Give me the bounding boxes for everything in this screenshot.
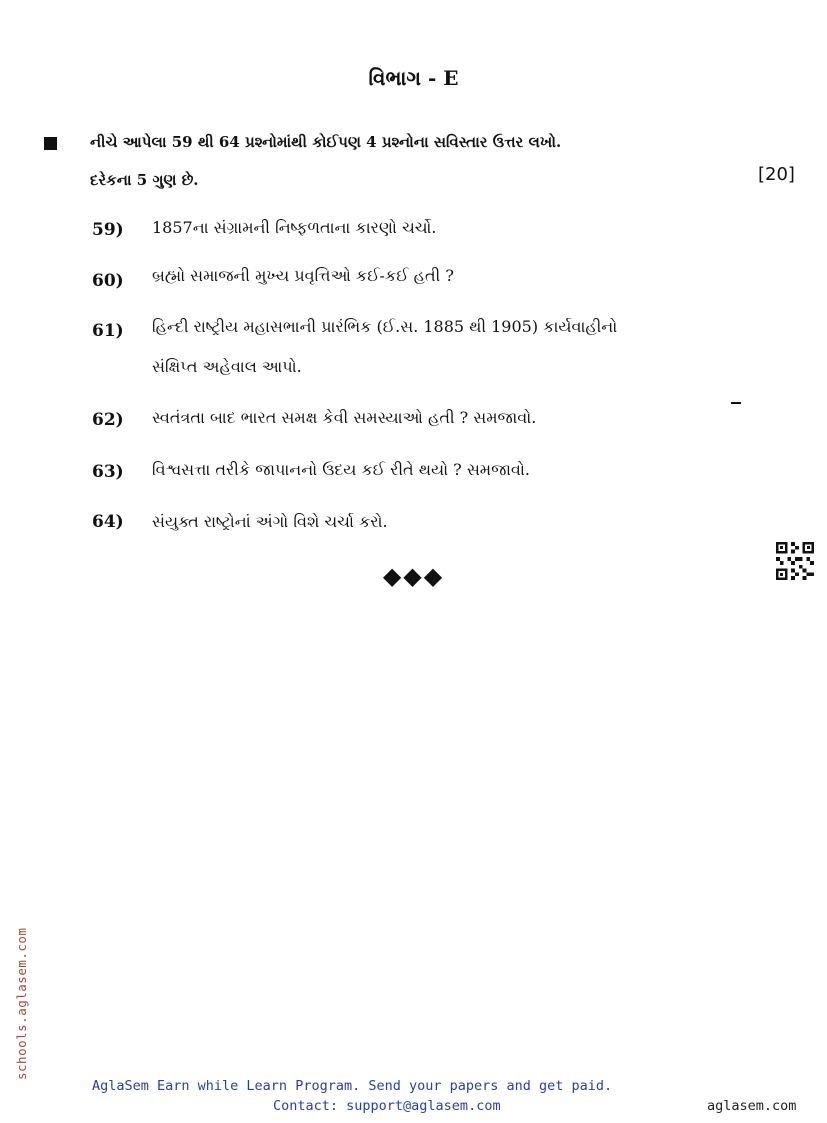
marks-total: [20] (758, 164, 795, 185)
question-text: સંયુક્ત રાષ્ટ્રોનાં અંગો વિશે ચર્ચા કરો. (152, 512, 388, 531)
instruction-line-2: દરેકના 5 ગુણ છે. (90, 171, 199, 189)
question-number: 59) (92, 220, 124, 240)
question-number: 62) (92, 410, 124, 430)
question-text: હિન્દી રાષ્ટ્રીય મહાસભાની પ્રારંભિક (ઈ.સ. 1885 થી 1905) કાર્યવાહીનો (152, 317, 618, 336)
end-marker: ◆◆◆ (382, 562, 445, 590)
stray-mark (731, 402, 741, 404)
section-title: વિભાગ - E (368, 66, 459, 90)
question-number: 63) (92, 462, 124, 482)
footer-site-link[interactable]: aglasem.com (707, 1098, 797, 1114)
question-text-continued: સંક્ષિપ્ત અહેવાલ આપો. (152, 357, 302, 376)
question-text: સ્વતંત્રતા બાદ ભારત સમક્ષ કેવી સમસ્યાઓ હતી ? સમજાવો. (152, 408, 537, 427)
question-text: વિશ્વસત્તા તરીકે જાપાનનો ઉદય કઈ રીતે થયો ? સમજાવો. (152, 460, 530, 479)
square-bullet-icon (44, 137, 57, 150)
footer-contact[interactable]: Contact: support@aglasem.com (273, 1098, 501, 1114)
question-number: 61) (92, 321, 124, 341)
question-text: 1857ના સંગ્રામની નિષ્ફળતાના કારણો ચર્ચો. (152, 218, 437, 237)
side-watermark: schools.aglasem.com (14, 927, 29, 1080)
question-number: 64) (92, 512, 124, 532)
footer-promo: AglaSem Earn while Learn Program. Send your papers and get paid. (92, 1078, 613, 1094)
question-number: 60) (92, 271, 124, 291)
question-text: બ્રહ્મો સમાજની મુખ્ય પ્રવૃત્તિઓ કઈ-કઈ હતી ? (152, 266, 454, 285)
instruction-line-1: નીચે આપેલા 59 થી 64 પ્રશ્નોમાંથી કોઈપણ 4 પ્રશ્નોના સવિસ્તાર ઉત્તર લખો. (90, 133, 562, 151)
qr-code-icon (775, 542, 815, 584)
